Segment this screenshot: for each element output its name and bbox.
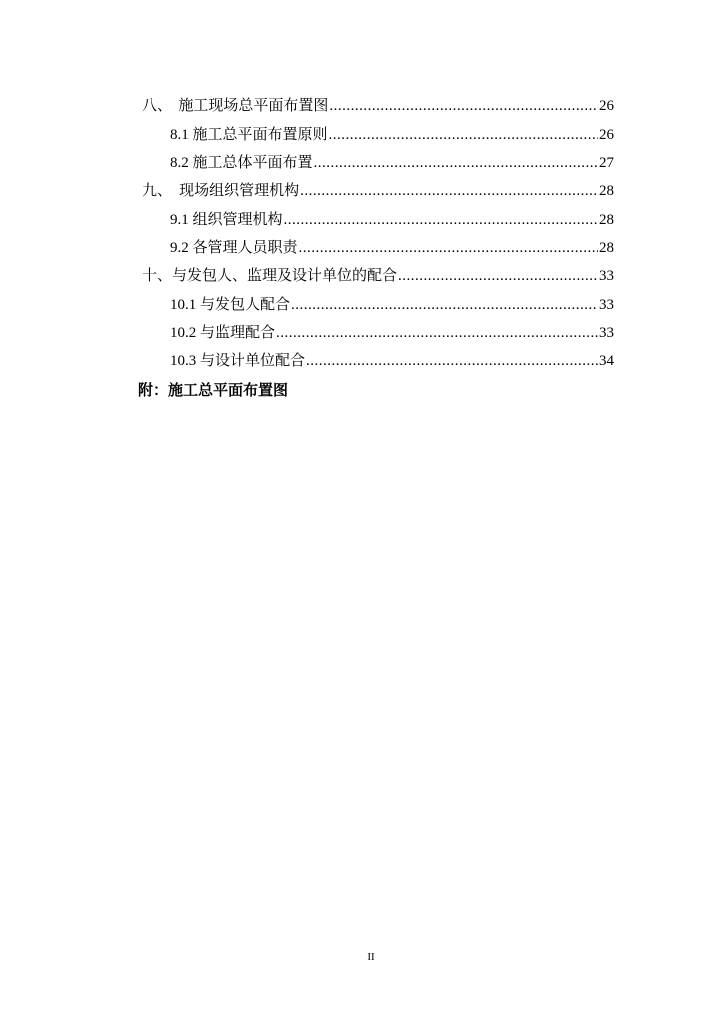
toc-entry-page: 26 <box>599 127 614 143</box>
toc-entry-title: 与发包人配合 <box>200 297 291 313</box>
toc-entry-8-1[interactable] <box>170 121 614 145</box>
toc-entry-number: 九、 <box>142 183 173 199</box>
toc-entry-10-1[interactable] <box>170 291 614 315</box>
toc-entry-title: 施工总体平面布置 <box>192 155 313 171</box>
toc-entry-title: 现场组织管理机构 <box>179 183 300 199</box>
toc-entry-page: 33 <box>599 268 614 284</box>
toc-entry-10-2[interactable] <box>170 319 614 343</box>
toc-appendix[interactable]: 附：施工总平面布置图 <box>138 381 289 399</box>
toc-entry-number: 八、 <box>142 98 173 114</box>
toc-entry-number: 8.2 <box>170 155 189 171</box>
toc-dot-leader <box>284 210 598 230</box>
toc-entry-page: 33 <box>599 325 614 341</box>
toc-dot-leader <box>299 238 598 258</box>
toc-entry-page: 33 <box>599 297 614 313</box>
toc-entry-number: 十、 <box>142 268 173 284</box>
toc-dot-leader <box>300 181 598 201</box>
toc-entry-9-2[interactable] <box>170 234 614 258</box>
toc-entry-title: 与发包人、监理及设计单位的配合 <box>172 268 398 284</box>
toc-entry-number: 10.2 <box>170 325 197 341</box>
toc-dot-leader <box>329 125 598 145</box>
toc-entry-10-3[interactable] <box>170 347 614 371</box>
toc-entry-page: 28 <box>599 212 614 228</box>
toc-entry-chapter-9[interactable] <box>142 177 614 201</box>
toc-entry-title: 施工现场总平面布置图 <box>178 98 329 114</box>
toc-entry-title: 组织管理机构 <box>192 212 283 228</box>
toc-entry-chapter-8[interactable] <box>142 92 614 116</box>
toc-entry-page: 27 <box>599 155 614 171</box>
page-number: II <box>367 951 375 963</box>
toc-dot-leader <box>398 266 598 286</box>
toc-entry-8-2[interactable] <box>170 149 614 173</box>
toc-entry-9-1[interactable] <box>170 206 614 230</box>
toc-dot-leader <box>314 153 598 173</box>
toc-dot-leader <box>306 351 598 371</box>
toc-entry-title: 与设计单位配合 <box>200 353 306 369</box>
toc-entry-number: 10.3 <box>170 353 197 369</box>
toc-entry-title: 施工总平面布置原则 <box>192 127 328 143</box>
toc-entry-chapter-10[interactable] <box>142 262 614 286</box>
toc-entry-page: 28 <box>599 240 614 256</box>
toc-dot-leader <box>276 323 598 343</box>
toc-entry-number: 9.2 <box>170 240 189 256</box>
toc-dot-leader <box>291 295 598 315</box>
toc-entry-number: 8.1 <box>170 127 189 143</box>
toc-entry-number: 10.1 <box>170 297 197 313</box>
toc-entry-title: 与监理配合 <box>200 325 276 341</box>
toc-entry-page: 34 <box>599 353 614 369</box>
toc-entry-page: 28 <box>599 183 614 199</box>
toc-entry-page: 26 <box>599 98 614 114</box>
toc-entry-title: 各管理人员职责 <box>192 240 298 256</box>
toc-entry-number: 9.1 <box>170 212 189 228</box>
toc-dot-leader <box>329 96 598 116</box>
